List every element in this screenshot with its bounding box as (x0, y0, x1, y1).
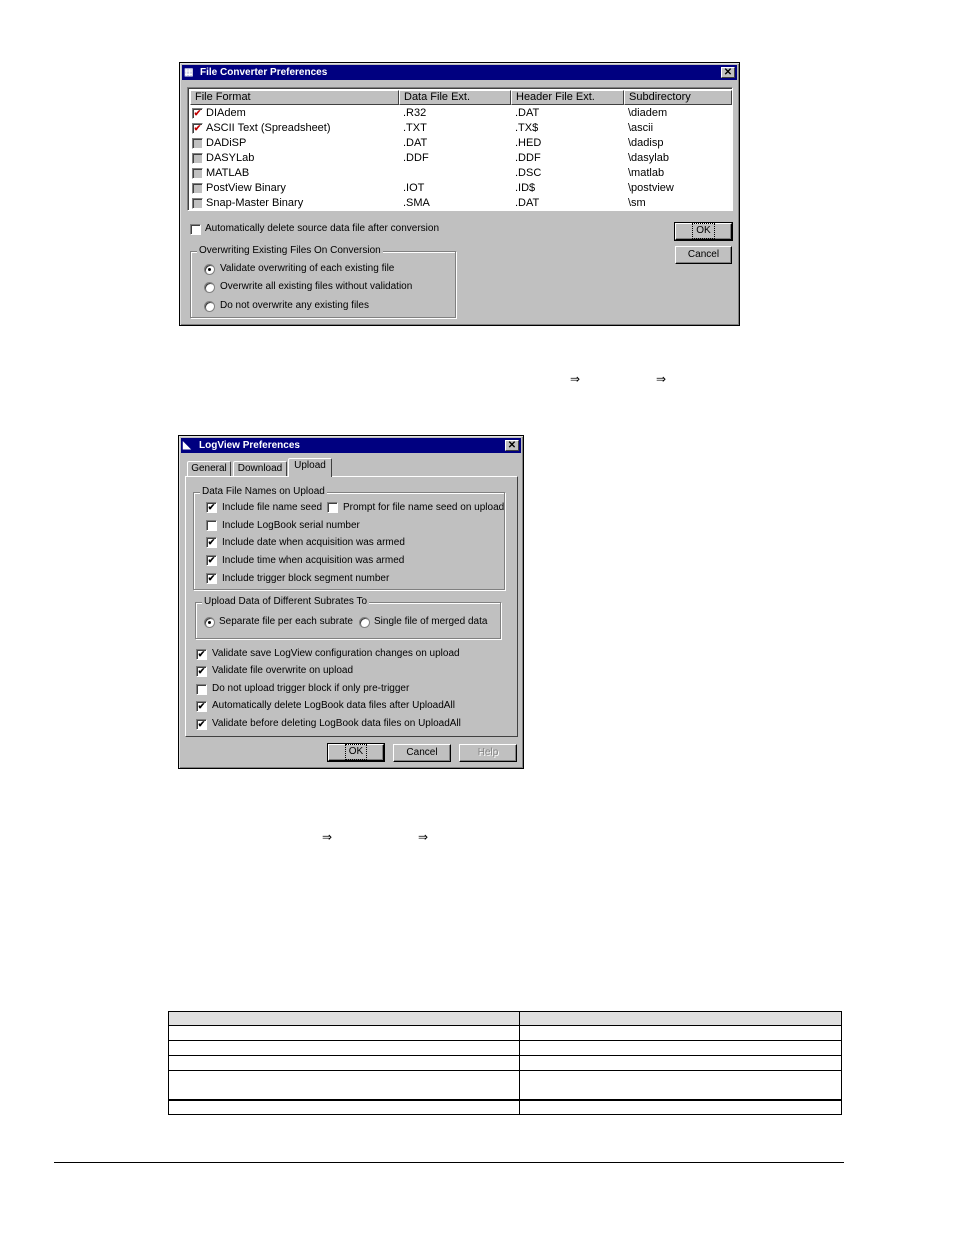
list-cell-data-ext: .DDF (403, 152, 429, 164)
table-cell (169, 1100, 520, 1115)
logview-titlebar[interactable] (181, 438, 521, 453)
list-cell-data-ext: .TXT (403, 122, 427, 134)
format-enable-checkbox[interactable] (192, 198, 203, 209)
subrate-radio-separate[interactable] (204, 617, 215, 628)
upload-tab-panel (185, 476, 518, 737)
table-cell (520, 1056, 842, 1071)
converter-app-icon: ▦ (184, 67, 194, 78)
list-cell-format: Snap-Master Binary (206, 197, 304, 209)
list-item[interactable] (190, 181, 730, 196)
auto-delete-logbook-checkbox[interactable]: ✔ (197, 701, 206, 711)
close-icon[interactable]: ✕ (721, 67, 735, 78)
list-item[interactable] (190, 151, 730, 166)
list-cell-subdir: \dasylab (628, 152, 669, 164)
list-cell-data-ext: .DAT (403, 137, 428, 149)
logview-title: LogView Preferences (199, 440, 300, 451)
subrate-option-label: Single file of merged data (374, 616, 488, 627)
logview-app-icon: ◣ (183, 440, 191, 451)
ok-button-label: OK (693, 224, 713, 238)
other-option-label: Do not upload trigger block if only pre-trigger (212, 683, 410, 694)
validate-overwrite-checkbox[interactable]: ✔ (197, 666, 206, 676)
list-cell-format: DIAdem (206, 107, 246, 119)
footer-rule (54, 1162, 844, 1163)
file-names-group-title: Data File Names on Upload (202, 486, 325, 497)
include-serial-checkbox[interactable] (206, 520, 217, 531)
list-cell-header-ext: .DDF (515, 152, 541, 164)
table-cell (169, 1056, 520, 1071)
table-cell (169, 1041, 520, 1056)
list-cell-header-ext: .TX$ (515, 122, 539, 134)
other-option-label: Validate before deleting LogBook data files on UploadAll (212, 718, 461, 729)
list-item[interactable] (190, 196, 730, 211)
validate-delete-checkbox[interactable]: ✔ (197, 719, 206, 729)
cancel-button[interactable] (393, 744, 451, 762)
menu-path-arrow: ⇒ (322, 830, 333, 844)
other-option-label: Validate file overwrite on upload (212, 665, 354, 676)
table-row (169, 1026, 842, 1041)
overwrite-option-label: Validate overwriting of each existing file (220, 263, 395, 274)
column-header-data-ext[interactable]: Data File Ext. (399, 90, 511, 105)
subrate-option-label: Separate file per each subrate (219, 616, 353, 627)
list-cell-format: ASCII Text (Spreadsheet) (206, 122, 331, 134)
subrates-group (195, 596, 501, 639)
file-format-list[interactable] (187, 87, 733, 211)
cancel-button-label: Cancel (687, 249, 720, 260)
format-enable-checkbox[interactable] (192, 138, 203, 149)
column-header-file-format[interactable]: File Format (190, 90, 399, 105)
overwrite-radio-all[interactable] (204, 282, 215, 293)
include-seed-checkbox[interactable]: ✔ (207, 502, 216, 512)
list-cell-subdir: \dadisp (628, 137, 664, 149)
list-cell-data-ext: .SMA (403, 197, 430, 209)
table-cell (520, 1071, 842, 1101)
overwrite-group-title: Overwriting Existing Files On Conversion (199, 245, 381, 256)
subrates-group-title: Upload Data of Different Subrates To (204, 596, 368, 607)
table-cell (169, 1071, 520, 1101)
format-enable-checkbox[interactable]: ✔ (193, 108, 202, 118)
table-cell (169, 1026, 520, 1041)
overwrite-group (190, 245, 456, 318)
cancel-button-label: Cancel (406, 747, 438, 758)
help-button[interactable] (459, 744, 517, 762)
file-converter-title: File Converter Preferences (200, 67, 328, 78)
name-option-label: Include time when acquisition was armed (222, 555, 405, 566)
table-cell (520, 1041, 842, 1056)
list-cell-data-ext: .IOT (403, 182, 425, 194)
list-cell-data-ext: .R32 (403, 107, 427, 119)
table-header-cell (520, 1012, 842, 1026)
format-enable-checkbox[interactable] (192, 183, 203, 194)
format-enable-checkbox[interactable] (192, 168, 203, 179)
skip-pretrigger-checkbox[interactable] (196, 684, 207, 695)
table-row (169, 1056, 842, 1071)
close-icon[interactable]: ✕ (505, 440, 519, 451)
other-option-label: Automatically delete LogBook data files after UploadAll (212, 700, 455, 711)
cancel-button[interactable] (675, 246, 732, 264)
name-option-label: Include date when acquisition was armed (222, 537, 405, 548)
prompt-seed-checkbox[interactable] (327, 502, 338, 513)
name-option-label: Include file name seed (222, 502, 323, 513)
column-header-header-ext[interactable]: Header File Ext. (511, 90, 624, 105)
tab-download[interactable]: Download (233, 461, 287, 476)
logview-preferences-dialog (178, 435, 524, 769)
list-header (190, 90, 730, 105)
list-cell-header-ext: .DAT (515, 107, 540, 119)
file-converter-titlebar[interactable] (182, 65, 737, 80)
tab-general[interactable]: General (187, 461, 231, 476)
list-item[interactable] (190, 136, 730, 151)
menu-path-arrow: ⇒ (570, 372, 581, 386)
table-row (169, 1100, 842, 1115)
validate-config-checkbox[interactable]: ✔ (197, 649, 206, 659)
menu-path-arrow: ⇒ (418, 830, 429, 844)
column-header-subdirectory[interactable]: Subdirectory (624, 90, 732, 105)
list-cell-format: DASYLab (206, 152, 255, 164)
table-row (169, 1071, 842, 1101)
table-cell (520, 1026, 842, 1041)
format-enable-checkbox[interactable] (192, 153, 203, 164)
table-row (169, 1041, 842, 1056)
list-cell-format: MATLAB (206, 167, 250, 179)
name-option-label: Include trigger block segment number (222, 573, 390, 584)
ok-button[interactable] (328, 744, 384, 761)
list-cell-header-ext: .ID$ (515, 182, 536, 194)
list-item[interactable] (190, 106, 730, 121)
list-cell-format: PostView Binary (206, 182, 286, 194)
ok-button-label: OK (346, 745, 366, 759)
ok-button[interactable] (675, 223, 732, 240)
table-header-cell (169, 1012, 520, 1026)
list-cell-header-ext: .DAT (515, 197, 540, 209)
subrate-radio-merged[interactable] (359, 617, 370, 628)
auto-delete-checkbox[interactable] (190, 224, 201, 235)
overwrite-option-label: Overwrite all existing files without validation (220, 281, 413, 292)
table-header-row (169, 1012, 842, 1026)
tab-upload[interactable]: Upload (288, 458, 332, 477)
list-cell-header-ext: .DSC (515, 167, 542, 179)
table-cell (520, 1100, 842, 1115)
document-table (168, 1011, 842, 1115)
list-cell-subdir: \diadem (628, 107, 668, 119)
include-segment-checkbox[interactable]: ✔ (207, 573, 216, 583)
auto-delete-label: Automatically delete source data file after conversion (205, 223, 440, 234)
overwrite-option-label: Do not overwrite any existing files (220, 300, 369, 311)
help-button-label: Help (477, 747, 499, 758)
file-converter-dialog (179, 62, 740, 326)
list-cell-subdir: \matlab (628, 167, 665, 179)
list-cell-header-ext: .HED (515, 137, 542, 149)
list-cell-subdir: \ascii (628, 122, 654, 134)
overwrite-radio-none[interactable] (204, 301, 215, 312)
include-date-checkbox[interactable]: ✔ (207, 537, 216, 547)
list-cell-subdir: \postview (628, 182, 674, 194)
list-item[interactable] (190, 166, 730, 181)
list-item[interactable] (190, 121, 730, 136)
prompt-seed-label: Prompt for file name seed on upload (343, 502, 505, 513)
other-option-label: Validate save LogView configuration changes on upload (212, 648, 460, 659)
file-names-group (193, 486, 505, 590)
name-option-label: Include LogBook serial number (222, 520, 360, 531)
list-cell-format: DADiSP (206, 137, 247, 149)
list-cell-subdir: \sm (628, 197, 646, 209)
menu-path-arrow: ⇒ (656, 372, 667, 386)
include-time-checkbox[interactable]: ✔ (207, 555, 216, 565)
overwrite-radio-validate[interactable] (204, 264, 215, 275)
format-enable-checkbox[interactable]: ✔ (193, 123, 202, 133)
